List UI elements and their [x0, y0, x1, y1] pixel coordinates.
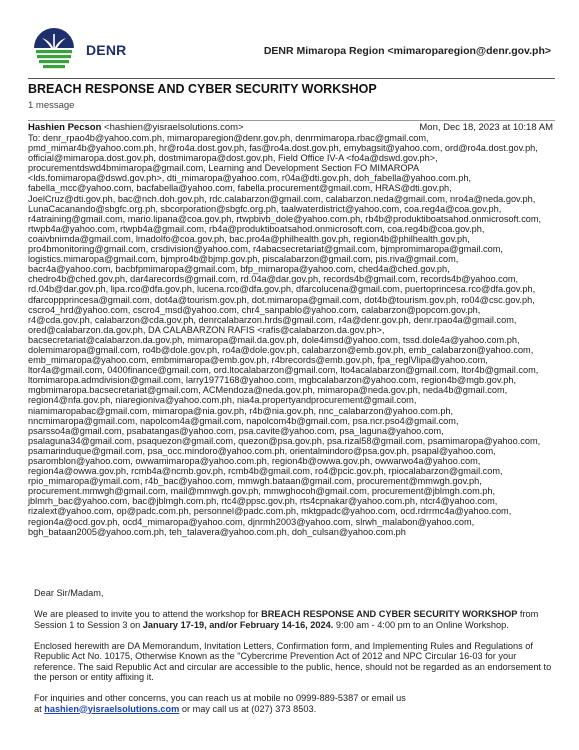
recipient-line: bgh_bataan2005@yahoo.com.ph, teh_talavera@yahoo.com.ph, doh_culsan@yahoo.com.ph	[28, 526, 406, 537]
recipient-line: region4@nfa.gov.ph, niaregioniva@yahoo.com.ph, nia4a.propertyandprocurement@gmail.com,	[28, 395, 417, 406]
recipient-line: fabella_mcc@yahoo.com, bacfabella@yahoo.com, fabella.procurement@gmail.com, HRAS@dti.gov.ph,	[28, 183, 452, 194]
recipient-line: nncmimaropa@gmail.com, napolcom4a@gmail.com, napolcom4b@gmail.com, psa.ncr.pso4@gmail.com,	[28, 415, 459, 426]
recipient-line: <lds.fomimaropa@dswd.gov.ph>, dti_mimaropa@yahoo.com, r04a@dti.gov.ph, doh_fabella@yahoo.com.ph,	[28, 173, 471, 184]
recipient-line: ltomimaropa.admdivision@gmail.com, larry1977168@yahoo.com, mgbcalabarzon@yahoo.com, region4b@mgb.gov.ph,	[28, 375, 517, 386]
workshop-title: BREACH RESPONSE AND CYBER SECURITY WORKSHOP	[261, 609, 518, 619]
sender-name: Hashien Pecson	[28, 122, 102, 133]
invitation-paragraph	[34, 609, 554, 630]
recipient-line: psaromblon@yahoo.com, owwamimaropa@yahoo.com.ph, region4b@owwa.gov.ph, owwarwo4a@yahoo.com,	[28, 456, 481, 466]
recipient-line: procurementdswd4bmimaropa@gmail.com, Learning and Development Section FO MIMAROPA	[28, 163, 420, 174]
workshop-dates: January 17-19, and/or February 14-16, 2024.	[142, 619, 334, 630]
recipient-line: cscro4_hrd@yahoo.com, cscro4_msd@yahoo.com, chr4_sanpablo@yahoo.com, calabarzon@popcom.gov.ph,	[28, 304, 481, 315]
recipient-line: dolemimaropa@gmail.com, ro4b@dole.gov.ph, ro4a@dole.gov.ph, calabarzon@emb.gov.ph, emb_calabarzon@yahoo.com,	[28, 344, 534, 355]
recipient-line: psamarinduque@gmail.com, psa_occ.mindoro@yahoo.com.ph, orientalmindoro@psa.gov.ph, psapal@yahoo.com,	[28, 445, 496, 456]
recipient-line: rpio_mimaropa@ymail.com, r4b_bac@yahoo.com, mmwgh.bataan@gmail.com, procurement@mmwgh.gov.ph,	[28, 476, 482, 487]
recipient-line: pmd_mimar4b@yahoo.com.ph, hr@ro4a.dost.gov.ph, fas@ro4a.dost.gov.ph, emybagsit@yahoo.com, ord@ro4a.dost.gov.ph,	[28, 143, 538, 154]
recipient-line: pro4bmonitoring@gmail.com, crsdivision@yahoo.com, r4abacsecretariat@gmail.com, bjmpromimaropa@gmail.com,	[28, 244, 503, 255]
recipient-line: emb_mimaropa@yahoo.com, embmimaropa@emb.gov.ph, r4brecords@emb.gov.ph, fpa_reglVlipa@yahoo.com,	[28, 355, 488, 366]
contact-paragraph	[34, 693, 554, 714]
recipient-line: bacr4a@yahoo.com, bacbfpmimaropa@gmail.com, bfp_mimaropa@yahoo.com, ched4a@ched.gov.ph,	[28, 264, 450, 275]
contact-email-link[interactable]: hashien@yisraelsolutions.com	[44, 703, 180, 714]
recipient-line: rizalext@yahoo.com, op@padc.com.ph, personnel@padc.com.ph, mktgpadc@yahoo.com, ocd.rdrrmc4a@yahoo.com,	[28, 506, 512, 517]
greeting: Dear Sir/Madam,	[34, 588, 104, 598]
invitation-text: We are pleased to invite you to attend the workshop for	[34, 609, 262, 619]
recipient-line: r4atraining@gmail.com, mario.lipana@coa.gov.ph, rtwpbivb_dole@yahoo.com.ph, rb4b@produktiboatsahod.onmicrosoft.com,	[28, 213, 542, 224]
sender-email[interactable]: <hashien@yisraelsolutions.com>	[104, 122, 244, 133]
recipient-line: coaivbnimda@gmail.com, lmadolfo@coa.gov.ph, bac.pro4a@philhealth.gov.ph, region4b@philhealth.gov.ph,	[28, 233, 470, 244]
recipient-line: procurement.mmwgh@gmail.com, mail@mmwgh.gov.ph, mmwghocoh@gmail.com, procurement@jblmgh.com.ph,	[28, 486, 496, 497]
recipient-line: chedro4b@ched.gov.ph, dar4arecords@gmail.com, rd.04a@dar.gov.ph, records4b@gmail.com, records4b@yahoo.com,	[28, 274, 519, 285]
account-header: DENR Mimaropa Region <mimaroparegion@denr.gov.ph>	[263, 45, 551, 57]
recipient-line: jblmrh_bac@yahoo.com, bac@jblmgh.com.ph, rtc4@ppsc.gov.ph, rts4cpnakar@yahoo.com.ph, ntcr4@yahoo.com,	[28, 496, 498, 507]
email-subject: BREACH RESPONSE AND CYBER SECURITY WORKSHOP	[28, 82, 377, 96]
sent-date: Mon, Dec 18, 2023 at 10:18 AM	[419, 122, 553, 133]
invitation-text-2: from Session 1 to Session 3 on	[34, 609, 539, 630]
recipient-line: psarsso4a@gmail.com, psabatangas@yahoo.com, psa.cavite@yahoo.com, psa_laguna@yahoo.com,	[28, 425, 444, 436]
recipient-line: bacsecretariat@calabarzon.da.gov.ph, mimaropa@mail.da.gov.ph, dole4imsd@yahoo.com, tssd.dole4a@yahoo.com.ph,	[28, 334, 520, 345]
sender	[28, 122, 244, 133]
contact-text-2: at	[34, 703, 45, 714]
email-body	[34, 588, 554, 725]
recipient-line: JoelCruz@dti.gov.ph, bac@nch.doh.gov.ph, rdc.calabarzon@gmail.com, calabarzon.neda@gmail.com, nro4a@neda.gov.ph,	[28, 193, 536, 204]
recipient-line: rd.04b@dar.gov.ph, lipa.rco@dfa.gov.ph, lucena.rco@dfa.gov.ph, dfarcolucena@gmail.com, puertoprincesa.rco@dfa.gov.ph,	[28, 284, 536, 295]
recipient-line: r4@cda.gov.ph, calabarzon@cda.gov.ph, denrcalabarzon.hrds@gmail.com, r4a@denr.gov.ph, denr.rpao4a@gmail.com,	[28, 314, 517, 325]
enclosure-paragraph: Enclosed herewith are DA Memorandum, Invitation Letters, Confirmation form, and Implementing Rules and Regulations of Republic Act No. 10175, Otherwise Known as the "Cybercrime Prevention Act of 2012 and NPC Circular 16-03 for your reference. The said Republic Act and circular are accessible to the public, hence, should not be regarded as an endorsement to the person or entity affixing it.	[34, 640, 552, 682]
recipients-list	[28, 133, 558, 537]
recipient-line: official@mimaropa.dost.gov.ph, dostmimaropa@dost.gov.ph, Field Office IV-A <fo4a@dswd.gov.ph>,	[28, 153, 438, 164]
recipient-line: region4a@ocd.gov.ph, ocd4_mimaropa@yahoo.com, djnrmh2003@yahoo.com, slrwh_malabon@yahoo.com,	[28, 516, 475, 527]
recipient-line: logistics.mimaropa@gmail.com, bjmpro4b@bjmp.gov.ph, piscalabarzon@gmail.com, pis.riva@gmail.com,	[28, 254, 459, 265]
message-count: 1 message	[28, 100, 75, 111]
recipient-line: ltor4a@gmail.com, 0400finance@gmail.com, ord.ltocalabarzon@gmail.com, lto4acalabarzon@gmail.com, ltor4b@gmail.com,	[28, 365, 539, 376]
recipient-line: ored@calabarzon.da.gov.ph, DA CALABARZON RAFIS <rafis@calabarzon.da.gov.ph>,	[28, 324, 385, 335]
contact-text: For inquiries and other concerns, you can reach us at mobile no 0999-889-5387 or email us	[34, 693, 406, 703]
recipient-line: rtwpb4a@yahoo.com, rtwpb4a@gmail.com, rb4a@produktiboatsahod.onmicrosoft.com, coa.reg4b@coa.gov.ph,	[28, 223, 485, 234]
contact-text-3: or may call us at (027) 373 8503.	[179, 703, 317, 714]
recipient-line: mgbmimaropa.bacsecretariat@gmail.com, ACMendoza@neda.gov.ph, mimaropa@neda.gov.ph, neda4b@gmail.com,	[28, 385, 508, 396]
recipient-line: niamimaropabac@gmail.com, mimaropa@nia.gov.ph, r4b@nia.gov.ph, nnc_calabarzon@yahoo.com.ph,	[28, 405, 454, 416]
invitation-text-3: 9:00 am - 4:00 pm to an Online Workshop.	[333, 619, 509, 630]
recipient-line: region4a@owwa.gov.ph, rcmb4a@ncmb.gov.ph, rcmb4b@gmail.com, ro4@pcic.gov.ph, rpiocalabarzon@gmail.com,	[28, 466, 503, 477]
recipient-line: LunaCacanando@sbgfc.org.ph, sbcorporation@sbgfc.org.ph, taalwaterdistrict@yahoo.com, coa.reg4a@coa.gov.ph,	[28, 203, 502, 214]
subject-divider	[28, 120, 555, 121]
header-divider	[28, 78, 555, 79]
denr-logo	[30, 26, 170, 76]
denr-logo-mark-icon	[30, 26, 78, 74]
recipient-line: To: denr_rpao4b@yahoo.com.ph, mimaroparegion@denr.gov.ph, denrmimaropa.rbac@gmail.com,	[28, 133, 429, 143]
recipient-line: dfarcoppprincesa@gmail.com, dot4a@tourism.gov.ph, dot.mimaropa@gmail.com, dot4b@tourism.gov.ph, ro04@csc.gov.ph,	[28, 294, 535, 305]
recipient-line: psalaguna34@gmail.com, psaquezon@gmail.com, quezon@psa.gov.ph, psa.rizal58@gmail.com, psamimaropa@yahoo.com,	[28, 435, 541, 446]
denr-logo-text: DENR	[86, 42, 127, 58]
